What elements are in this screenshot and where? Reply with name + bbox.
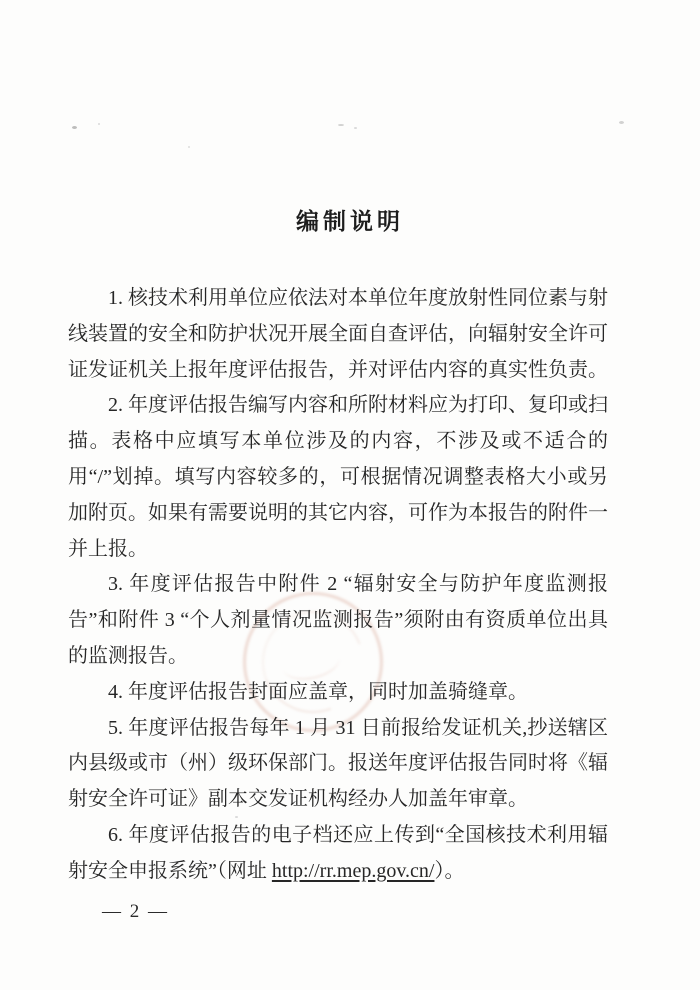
scan-speckle [98, 123, 100, 125]
paragraph-6-suffix: ）。 [434, 859, 465, 882]
report-system-url: http://rr.mep.gov.cn/ [271, 859, 435, 882]
paragraph-6 [68, 818, 608, 890]
paragraph-5: 5. 年度评估报告每年 1 月 31 日前报给发证机关,抄送辖区内县级或市（州）级环保部门。报送年度评估报告同时将《辐射安全许可证》副本交发证机构经办人加盖年审章。 [68, 716, 608, 811]
paragraph-1: 1. 核技术利用单位应依法对本单位年度放射性同位素与射线装置的安全和防护状况开展全面自查评估，向辐射安全许可证发证机关上报年度评估报告，并对评估内容的真实性负责。 [68, 287, 608, 381]
scan-speckle [354, 127, 357, 129]
scan-speckle [338, 124, 344, 126]
scan-speckle [72, 126, 77, 129]
document-body [68, 281, 608, 890]
scan-speckle [188, 146, 190, 148]
paragraph-2: 2. 年度评估报告编写内容和所附材料应为打印、复印或扫描。表格中应填写本单位涉及的内容，不涉及或不适合的用“/”划掉。填写内容较多的，可根据情况调整表格大小或另加附页。如果有需要说明的其它内容，可作为本报告的附件一并上报。 [68, 394, 608, 560]
scan-speckle [619, 121, 624, 124]
paragraph-4: 4. 年度评估报告封面应盖章，同时加盖骑缝章。 [108, 680, 528, 703]
page-number: — 2 — [102, 901, 169, 922]
paragraph-6-prefix: 6. 年度评估报告的电子档还应上传到“全国核技术利用辐射安全申报系统”（网址 [68, 823, 608, 882]
paragraph-3: 3. 年度评估报告中附件 2 “辐射安全与防护年度监测报告”和附件 3 “个人剂量情况监测报告”须附由有资质单位出具的监测报告。 [68, 573, 608, 667]
page-title: 编制说明 [296, 209, 404, 234]
